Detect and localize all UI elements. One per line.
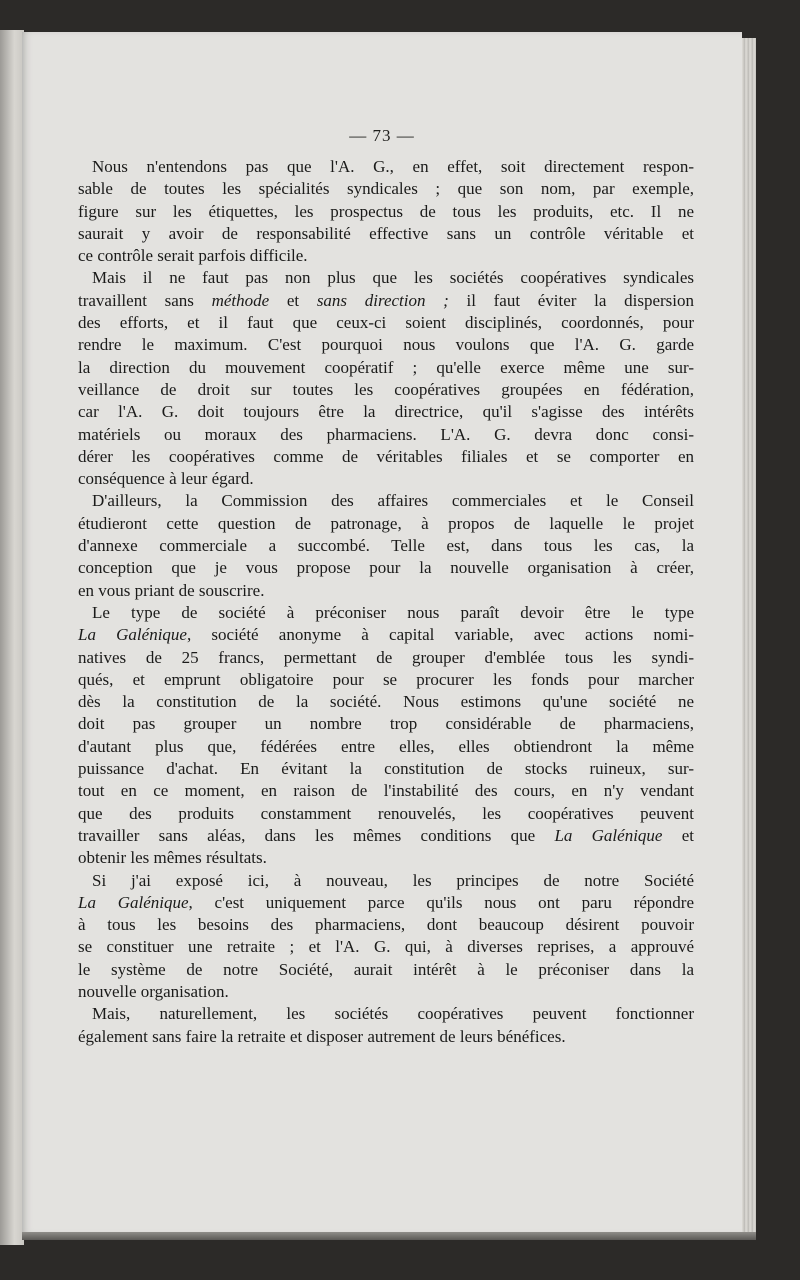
text-line: des efforts, et il faut que ceux-ci soient disciplinés, coordonnés, pour — [78, 313, 694, 333]
text-line: Si j'ai exposé ici, à nouveau, les principes de notre Société — [92, 870, 694, 890]
text-line: matériels ou moraux des pharmaciens. L'A. G. devra donc consi- — [78, 424, 694, 444]
text-line: puissance d'achat. En évitant la constitution de stocks ruineux, sur- — [78, 759, 694, 779]
text-line: la direction du mouvement coopératif ; qu'elle exerce même une sur- — [78, 357, 694, 377]
paragraph — [78, 156, 694, 267]
text-line: dérer les coopératives comme de véritables filiales et se comporter en — [78, 446, 694, 466]
paragraph — [78, 490, 694, 601]
text-line: car l'A. G. doit toujours être la directrice, qu'il s'agisse des intérêts — [78, 402, 694, 422]
text-line: doit pas grouper un nombre trop considérable de pharmaciens, — [78, 714, 694, 734]
text-line: Le type de société à préconiser nous paraît devoir être le type — [92, 602, 694, 622]
text-line: tout en ce moment, en raison de l'instabilité des cours, en n'y vendant — [78, 781, 694, 801]
text-line: d'annexe commerciale a succombé. Telle est, dans tous les cas, la — [78, 536, 694, 556]
text-line: ce contrôle serait parfois difficile. — [78, 246, 308, 266]
page-number: — 73 — — [349, 126, 415, 145]
text-line: rendre le maximum. C'est pourquoi nous voulons que l'A. G. garde — [78, 335, 694, 355]
text-line: Mais il ne faut pas non plus que les sociétés coopératives syndicales — [92, 268, 694, 288]
text-line: à tous les besoins des pharmaciens, dont beaucoup désirent pouvoir — [78, 915, 694, 935]
text-line: La Galénique, société anonyme à capital variable, avec actions nomi- — [78, 625, 694, 645]
text-line: D'ailleurs, la Commission des affaires commerciales et le Conseil — [92, 491, 694, 511]
text-line: que des produits constamment renouvelés, les coopératives peuvent — [78, 803, 694, 823]
text-line: se constituer une retraite ; et l'A. G. qui, à diverses reprises, a approuvé — [78, 937, 694, 957]
text-line: Nous n'entendons pas que l'A. G., en effet, soit directement respon- — [92, 157, 694, 176]
text-line: saurait y avoir de responsabilité effective sans un contrôle véritable et — [78, 223, 694, 243]
italic-text: La Galénique — [78, 892, 189, 912]
text-line: figure sur les étiquettes, les prospectus de tous les produits, etc. Il ne — [78, 201, 694, 221]
paragraph — [78, 602, 694, 870]
italic-text: méthode — [211, 290, 270, 310]
text-line: travailler sans aléas, dans les mêmes conditions que La Galénique et — [78, 825, 694, 845]
text-line: sable de toutes les spécialités syndicales ; que son nom, par exemple, — [78, 179, 694, 199]
paragraph — [78, 1003, 694, 1048]
text-line: qués, et emprunt obligatoire pour se procurer les fonds pour marcher — [78, 669, 694, 689]
text-line: nouvelle organisation. — [78, 981, 229, 1001]
text-line: obtenir les mêmes résultats. — [78, 848, 267, 868]
text-line: également sans faire la retraite et disposer autrement de leurs bénéfices. — [78, 1026, 566, 1046]
left-page-edge — [0, 30, 24, 1245]
text-line: étudieront cette question de patronage, à propos de laquelle le projet — [78, 513, 694, 533]
text-line: le système de notre Société, aurait intérêt à le préconiser dans la — [78, 959, 694, 979]
body-text — [78, 156, 694, 1048]
text-line: Mais, naturellement, les sociétés coopératives peuvent fonctionner — [92, 1004, 694, 1024]
italic-text: La Galénique — [554, 825, 663, 845]
paragraph — [78, 267, 694, 490]
book-page — [22, 32, 742, 1234]
text-line: travaillent sans méthode et sans direction ; il faut éviter la dispersion — [78, 290, 694, 310]
paragraph — [78, 870, 694, 1004]
text-line: La Galénique, c'est uniquement parce qu'ils nous ont paru répondre — [78, 892, 694, 912]
text-line: dès la constitution de la société. Nous estimons qu'une société ne — [78, 692, 694, 712]
italic-text: La Galénique — [78, 625, 187, 645]
text-line: conception que je vous propose pour la nouvelle organisation à créer, — [78, 558, 694, 578]
text-line: veillance de droit sur toutes les coopératives groupées en fédération, — [78, 379, 694, 399]
text-line: en vous priant de souscrire. — [78, 580, 265, 600]
italic-text: sans direction ; — [316, 290, 449, 310]
text-line: conséquence à leur égard. — [78, 469, 254, 489]
text-line: natives de 25 francs, permettant de grouper d'emblée tous les syndi- — [78, 647, 694, 667]
text-line: d'autant plus que, fédérées entre elles, elles obtiendront la même — [78, 736, 694, 756]
page-bottom-shadow — [22, 1232, 756, 1240]
